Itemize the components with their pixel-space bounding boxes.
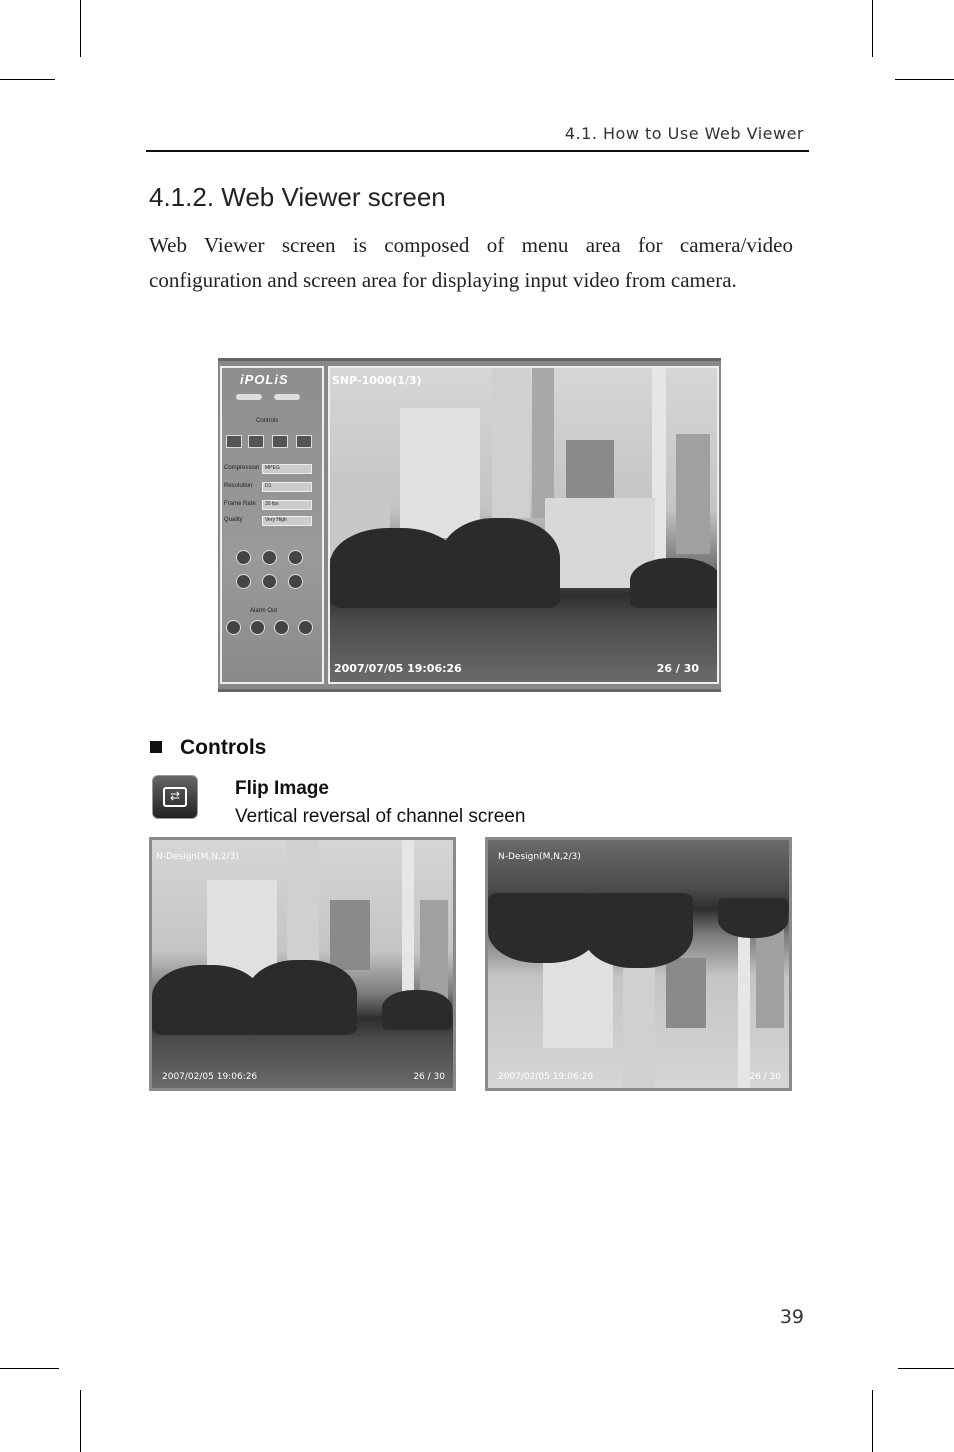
alarm-button-icon — [298, 620, 313, 635]
ptz-button-icon — [236, 550, 251, 565]
flip-icon[interactable] — [152, 775, 198, 819]
crop-mark — [872, 0, 873, 57]
menu-pill-button — [236, 394, 262, 400]
ptz-button-icon — [262, 550, 277, 565]
layout-icon — [272, 435, 288, 448]
controls-heading — [150, 736, 266, 760]
channel-label: N-Design(M,N,2/3) — [156, 852, 239, 862]
header-rule — [146, 150, 809, 152]
timestamp: 2007/02/05 19:06:26 — [162, 1072, 258, 1082]
alarm-button-icon — [274, 620, 289, 635]
intro-paragraph: Web Viewer screen is composed of menu area for camera/video configuration and screen area for displaying input video from camera. — [149, 233, 793, 292]
crop-mark — [872, 1390, 873, 1452]
layout-icon — [226, 435, 242, 448]
menu-area — [220, 366, 324, 684]
flipped-thumbnail — [485, 837, 792, 1091]
setting-field — [262, 500, 312, 510]
setting-field — [262, 464, 312, 474]
channel-label: N-Design(M,N,2/3) — [498, 852, 581, 862]
timestamp: 2007/07/05 19:06:26 — [334, 662, 462, 675]
running-head: 4.1. How to Use Web Viewer — [564, 124, 804, 143]
crop-mark — [80, 0, 81, 57]
setting-value: D1 — [265, 483, 272, 489]
layout-icon — [248, 435, 264, 448]
setting-field — [262, 516, 312, 526]
alarm-button-icon — [250, 620, 265, 635]
original-thumbnail — [149, 837, 456, 1091]
frame-rate: 26 / 30 — [749, 1072, 781, 1082]
setting-label: Quality — [224, 517, 243, 523]
controls-heading-text: Controls — [180, 736, 267, 759]
alarm-button-icon — [226, 620, 241, 635]
setting-label: Frame Rate — [224, 501, 256, 507]
setting-label: Resolution — [224, 483, 253, 489]
timestamp: 2007/02/05 19:06:26 — [498, 1072, 594, 1082]
video-screen-area — [328, 366, 719, 684]
setting-field — [262, 482, 312, 492]
setting-value: 30 fps — [265, 501, 279, 507]
camera-image-flipped — [488, 840, 789, 1088]
crop-mark — [895, 79, 954, 80]
setting-label: Compression — [224, 465, 260, 471]
flip-image-title: Flip Image — [235, 778, 329, 799]
ptz-button-icon — [288, 574, 303, 589]
camera-image — [330, 368, 717, 682]
setting-value: MPEG — [265, 465, 280, 471]
menu-pill-button — [274, 394, 300, 400]
ptz-button-icon — [262, 574, 277, 589]
flip-arrows-icon: ⇄ — [163, 787, 187, 807]
crop-mark — [898, 1368, 954, 1369]
ptz-button-icon — [288, 550, 303, 565]
crop-mark — [0, 79, 55, 80]
frame-rate: 26 / 30 — [656, 662, 699, 675]
crop-mark — [80, 1390, 81, 1452]
section-title: 4.1.2. Web Viewer screen — [149, 182, 446, 212]
page-number: 39 — [779, 1306, 804, 1328]
layout-icon — [296, 435, 312, 448]
frame-rate: 26 / 30 — [413, 1072, 445, 1082]
setting-value: Very High — [265, 517, 287, 523]
ptz-button-icon — [236, 574, 251, 589]
channel-label: SNP-1000(1/3) — [332, 374, 422, 387]
ipolis-logo: iPOLiS — [240, 372, 289, 387]
square-bullet-icon — [150, 741, 162, 753]
controls-label: Controls — [256, 418, 279, 424]
flip-image-description: Vertical reversal of channel screen — [235, 806, 526, 827]
alarm-out-label: Alarm Out — [250, 608, 278, 614]
web-viewer-screenshot — [218, 358, 721, 692]
camera-image — [152, 840, 453, 1088]
crop-mark — [0, 1368, 59, 1369]
